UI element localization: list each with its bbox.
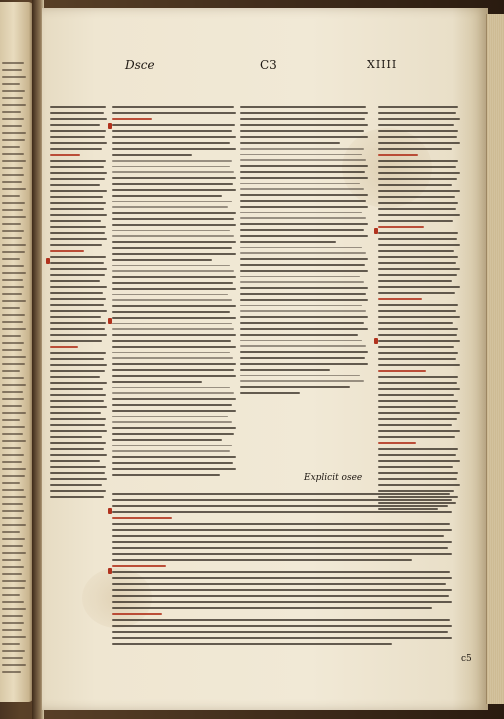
lower-commentary-block bbox=[112, 493, 452, 649]
rubric-mark bbox=[108, 123, 112, 129]
signature-mark: c5 bbox=[461, 654, 472, 664]
header-signature: C3 bbox=[260, 58, 277, 72]
right-page bbox=[42, 8, 488, 710]
page-fore-edge bbox=[486, 14, 504, 704]
main-text-column-right bbox=[240, 106, 368, 398]
rubric-mark bbox=[374, 228, 378, 234]
header-folio-number: XIIII bbox=[367, 58, 398, 71]
left-page-edge bbox=[0, 2, 34, 702]
right-gloss-column bbox=[378, 106, 460, 514]
rubric-mark bbox=[374, 338, 378, 344]
rubric-mark bbox=[108, 508, 112, 514]
rubric-mark bbox=[108, 568, 112, 574]
header-book-title: Dsce bbox=[125, 58, 155, 72]
explicit-colophon: Explicit osee bbox=[304, 473, 363, 483]
rubric-mark bbox=[108, 318, 112, 324]
rubric-mark bbox=[46, 258, 50, 264]
running-header bbox=[42, 58, 488, 78]
left-gloss-column bbox=[50, 106, 108, 502]
main-text-column-left bbox=[112, 106, 236, 480]
left-page-text-block bbox=[2, 62, 28, 582]
